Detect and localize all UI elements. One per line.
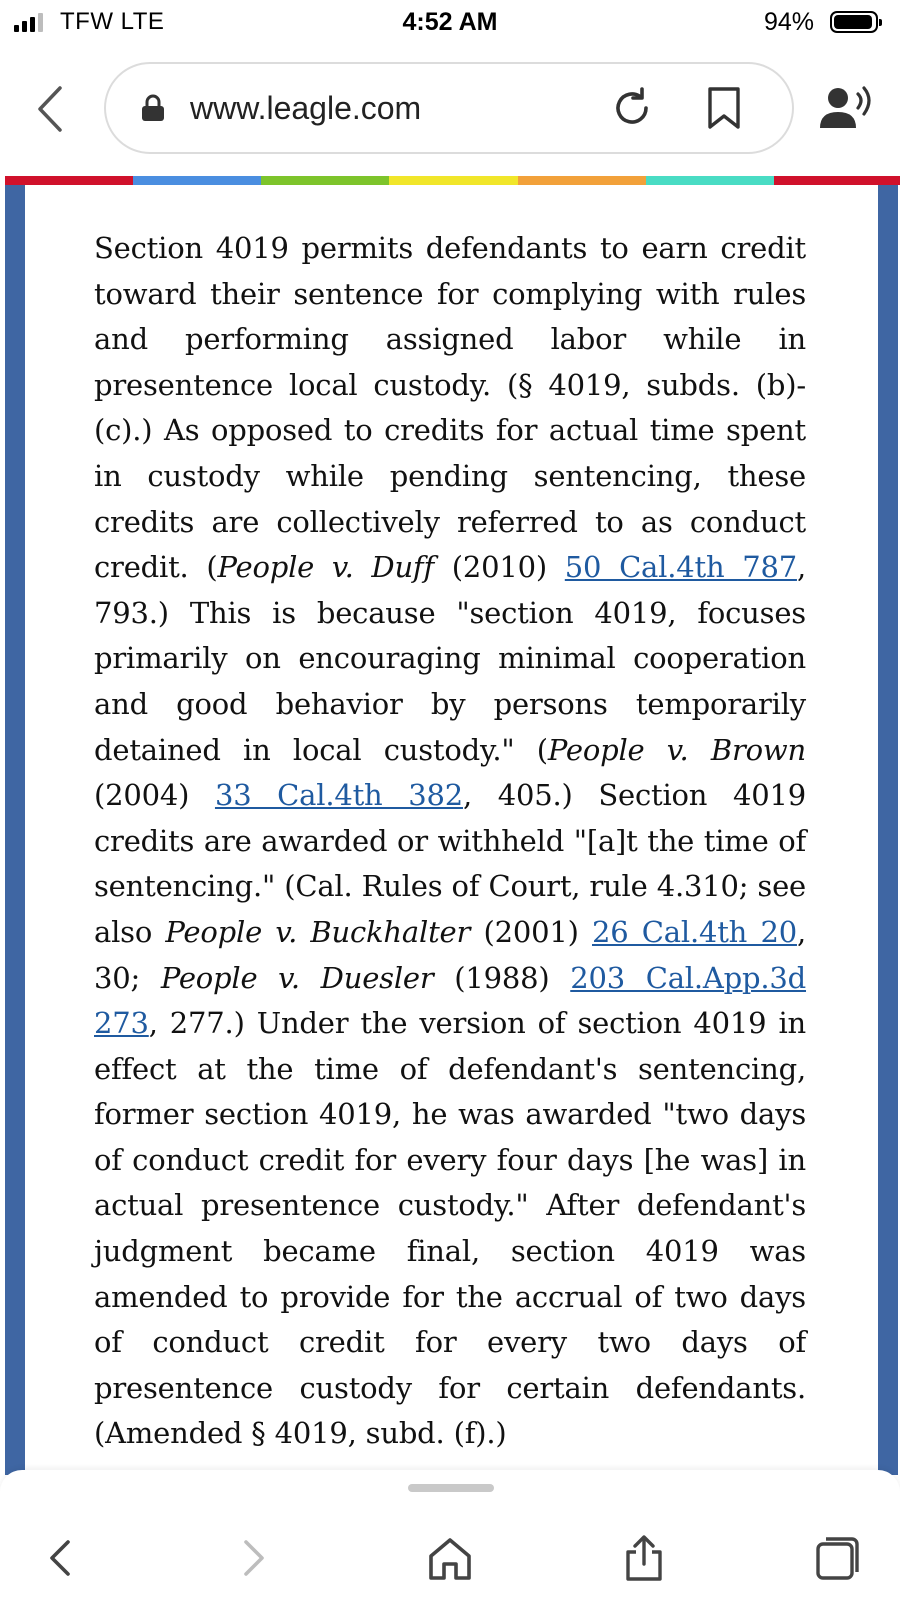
citation-link[interactable]: 33 Cal.4th 382	[214, 778, 463, 813]
text-segment: Section 4019 permits defendants to earn credit toward their sentence for complying with rules and performing assigned labor while in presentence local custody. (§ 4019, subds. (b)-(c).) As opposed to credits for actual time spent in custody while pending sentencing, these credits are collectively referred to as conduct credit. (	[94, 231, 806, 585]
drag-handle[interactable]	[408, 1484, 494, 1492]
chevron-left-icon[interactable]	[32, 84, 72, 134]
bottom-toolbar	[0, 1470, 900, 1600]
text-segment: (1988)	[433, 960, 571, 995]
reader-voice-icon[interactable]	[818, 82, 878, 134]
battery-icon	[830, 11, 878, 33]
text-segment: , 277.) Under the version of section 4019 in effect at the time of defendant's sentencing, former section 4019, he was awarded "two days of conduct credit for every four days [he was] in actual presentence custody." After defendant's judgment became final, section 4019 was amended to provide for the accrual of two days of conduct credit for every two days of presentence custody for certain defendants. (Amended § 4019, subd. (f).)	[94, 1006, 806, 1451]
reload-icon[interactable]	[610, 86, 654, 130]
battery-percent: 94%	[763, 8, 814, 36]
color-strip-segment	[774, 176, 900, 185]
color-strip-segment	[261, 176, 389, 185]
status-bar	[0, 0, 900, 46]
color-strip-segment	[646, 176, 774, 185]
color-strip-segment	[5, 176, 133, 185]
citation-link[interactable]: 50 Cal.4th 787	[564, 550, 797, 585]
case-name: People v. Duff	[217, 550, 435, 585]
text-segment: , 793.) This is because "section 4019, focuses primarily on encouraging minimal cooperation and good behavior by persons temporarily detained in local custody." (	[94, 550, 806, 767]
forward-arrow-icon[interactable]	[230, 1534, 278, 1582]
page-border-left	[5, 185, 25, 1475]
opinion-paragraph	[94, 226, 806, 1457]
share-icon[interactable]	[620, 1534, 668, 1582]
case-name: People v. Brown	[547, 732, 806, 767]
citation-link[interactable]: 26 Cal.4th 20	[592, 914, 797, 949]
color-strip-segment	[389, 176, 517, 185]
case-name: People v. Duesler	[160, 960, 434, 995]
lock-icon	[140, 94, 166, 122]
carrier-label: TFW LTE	[60, 8, 165, 35]
bookmark-icon[interactable]	[704, 86, 744, 130]
tabs-icon[interactable]	[814, 1534, 862, 1582]
url-bar[interactable]	[104, 62, 794, 154]
clock: 4:52 AM	[402, 8, 498, 36]
citation-link[interactable]: 203 Cal.App.3d 273	[94, 960, 807, 1041]
case-name: People v. Buckhalter	[165, 914, 471, 949]
text-segment: , 30;	[94, 914, 806, 995]
text-segment: (2004)	[94, 778, 215, 813]
text-segment: (2001)	[470, 914, 592, 949]
text-segment: (2010)	[434, 550, 565, 585]
color-strip-segment	[518, 176, 646, 185]
text-segment: , 405.) Section 4019 credits are awarded or withheld "[a]t the time of sentencing." (Cal. Rules of Court, rule 4.310; see also	[94, 778, 806, 949]
page-border-right	[878, 185, 898, 1475]
home-icon[interactable]	[426, 1534, 474, 1582]
back-arrow-icon[interactable]	[36, 1534, 84, 1582]
url-text[interactable]: www.leagle.com	[190, 90, 422, 126]
color-strip	[5, 176, 900, 185]
color-strip-segment	[133, 176, 261, 185]
